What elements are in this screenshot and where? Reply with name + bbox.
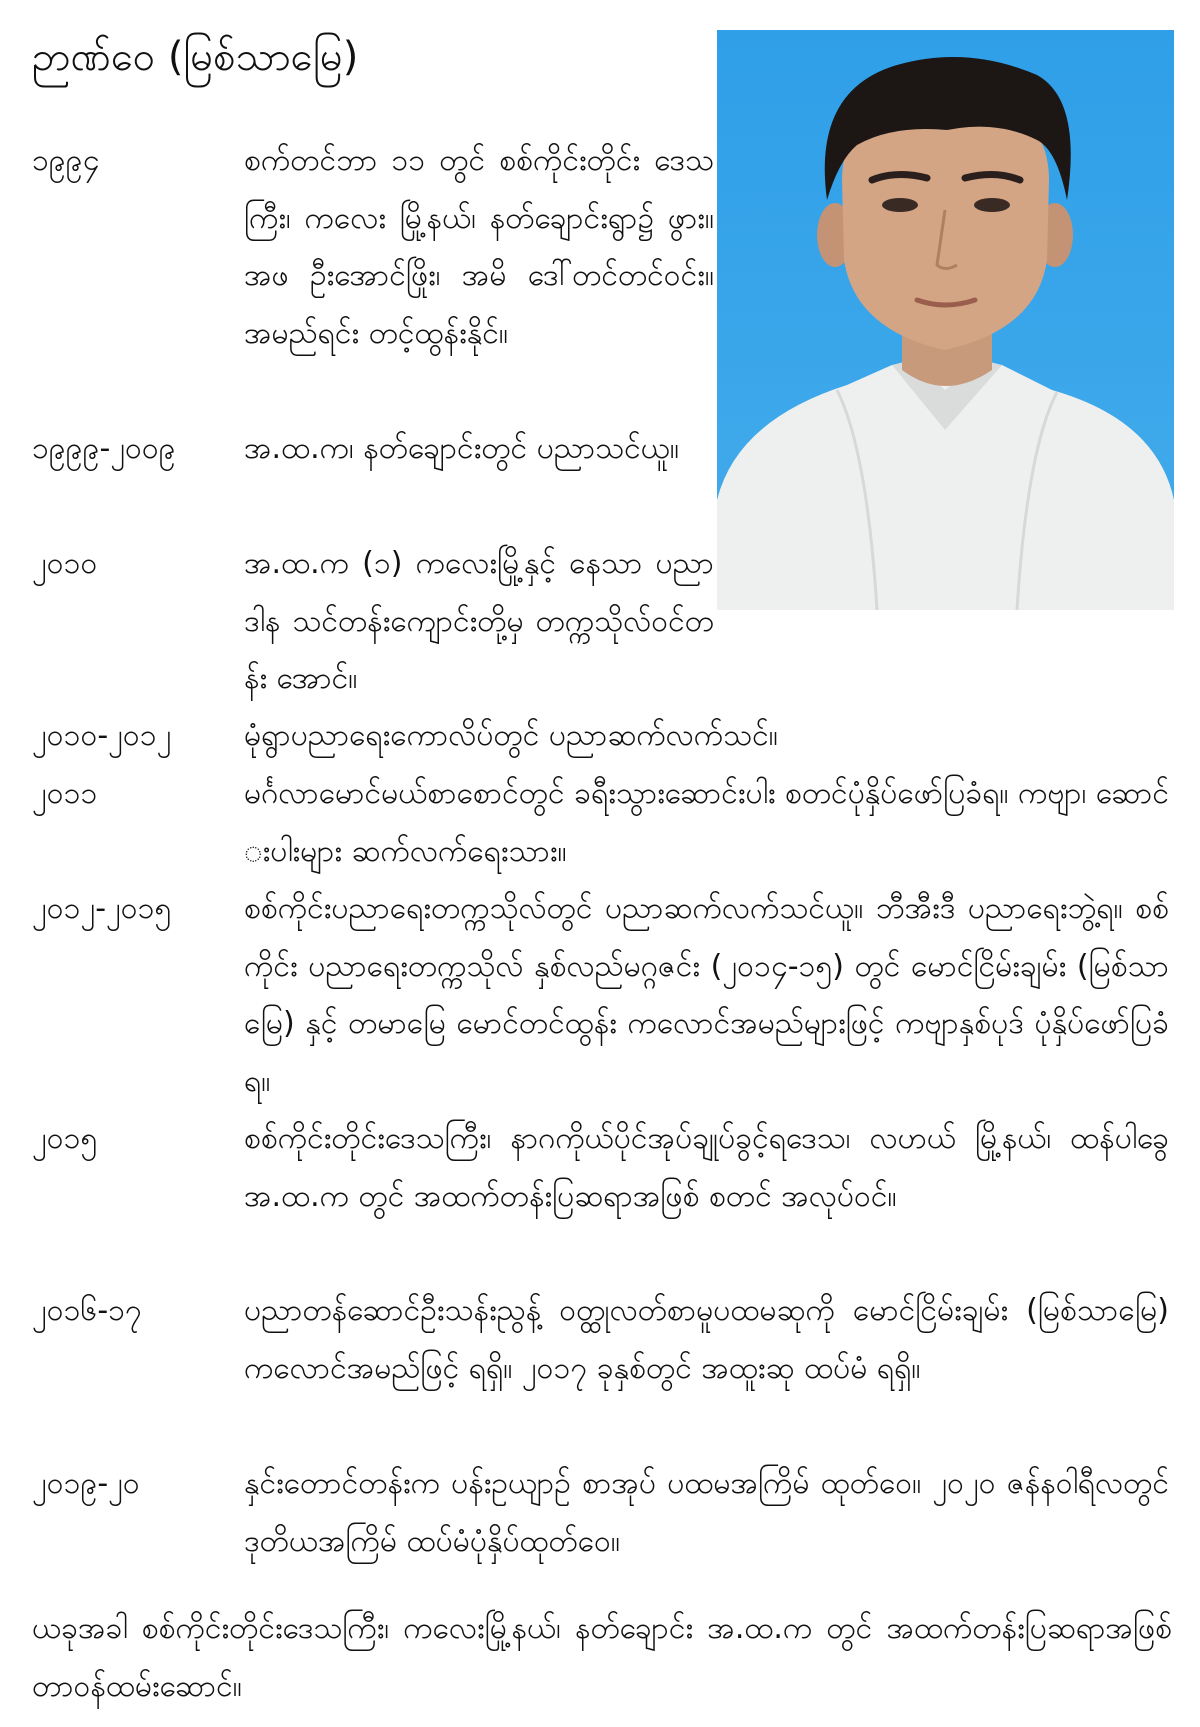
current-position-note: ယခုအခါ စစ်ကိုင်းတိုင်းဒေသကြီး၊ ကလေးမြို့နယ်၊ နတ်ချောင်း အ.ထ.က တွင် အထက်တန်းပြဆရာအဖြစ် တာဝန်ထမ်းဆောင်။: [32, 1611, 1172, 1704]
page-title: ဉာဏ်ဝေ (မြစ်သာမြေ): [32, 34, 359, 80]
timeline-text: စစ်ကိုင်းပညာရေးတက္ကသိုလ်တွင် ပညာဆက်လက်သင်ယူ။ ဘီအီးဒီ ပညာရေးဘွဲ့ရ။ စစ်ကိုင်း ပညာရေးတက္ကသိုလ် နှစ်လည်မဂ္ဂဇင်း (၂၀၁၄-၁၅) တွင် မောင်ငြိမ်းချမ်း (မြစ်သာမြေ) နှင့် တမာမြေ မောင်တင်ထွန်း ကလောင်အမည်များဖြင့် ကဗျာနှစ်ပုဒ် ပုံနှိပ်ဖော်ပြခံရ။: [244, 891, 1169, 1099]
timeline-text: ပညာတန်ဆောင်ဦးသန်းညွန့် ဝတ္ထုလတ်စာမူပထမဆုကို မောင်ငြိမ်းချမ်း (မြစ်သာမြေ) ကလောင်အမည်ဖြင့် ရရှိ။ ၂၀၁၇ ခုနှစ်တွင် အထူးဆု ထပ်မံ ရရှိ။: [244, 1293, 1169, 1386]
timeline-text: စစ်ကိုင်းတိုင်းဒေသကြီး၊ နာဂကိုယ်ပိုင်အုပ်ချုပ်ခွင့်ရဒေသ၊ လဟယ် မြို့နယ်၊ ထန်ပါခွေ အ.ထ.က တွင် အထက်တန်းပြဆရာအဖြစ် စတင် အလုပ်ဝင်။: [244, 1121, 1169, 1214]
portrait-illustration: [717, 30, 1174, 610]
timeline-text: မင်္ဂလာမောင်မယ်စာစောင်တွင် ခရီးသွားဆောင်းပါး စတင်ပုံနှိပ်ဖော်ပြခံရ။ ကဗျာ၊ ဆောင်းပါးများ ဆက်လက်ရေးသား။: [244, 776, 1169, 869]
timeline-text: နှင်းတောင်တန်းက ပန်းဥယျာဉ် စာအုပ် ပထမအကြိမ် ထုတ်ဝေ။ ၂၀၂၀ ဇန်နဝါရီလတွင် ဒုတိယအကြိမ် ထပ်မံပုံနှိပ်ထုတ်ဝေ။: [244, 1466, 1169, 1559]
timeline-year: ၂၀၁၂-၂၀၁၅: [32, 891, 172, 926]
timeline-year: ၂၀၁၁: [32, 776, 98, 811]
portrait-photo: [717, 30, 1174, 610]
timeline-year: ၂၀၁၀-၂၀၁၂: [32, 718, 172, 753]
timeline-text: အ.ထ.က၊ နတ်ချောင်းတွင် ပညာသင်ယူ။: [244, 431, 679, 466]
timeline-year: ၁၉၉၄: [32, 143, 100, 178]
timeline-text: အ.ထ.က (၁) ကလေးမြို့နှင့် နေသာ ပညာဒါန သင်တန်းကျောင်းတို့မှ တက္ကသိုလ်ဝင်တန်း အောင်။: [244, 546, 714, 696]
timeline-year: ၂၀၁၀: [32, 546, 98, 581]
timeline-year: ၂၀၁၅: [32, 1121, 98, 1156]
timeline-text: မုံရွာပညာရေးကောလိပ်တွင် ပညာဆက်လက်သင်။: [244, 718, 778, 753]
timeline-text: စက်တင်ဘာ ၁၁ တွင် စစ်ကိုင်းတိုင်း ဒေသကြီး၊ ကလေး မြို့နယ်၊ နတ်ချောင်းရွာ၌ ဖွား။ အဖ ဦးအောင်ဖြိုး၊ အမိ ဒေါ်တင်တင်ဝင်း။ အမည်ရင်း တင့်ထွန်းနိုင်။: [244, 143, 714, 351]
timeline-year: ၂၀၁၉-၂၀: [32, 1466, 140, 1501]
timeline-year: ၁၉၉၉-၂၀၀၉: [32, 431, 176, 466]
timeline-year: ၂၀၁၆-၁၇: [32, 1293, 142, 1328]
